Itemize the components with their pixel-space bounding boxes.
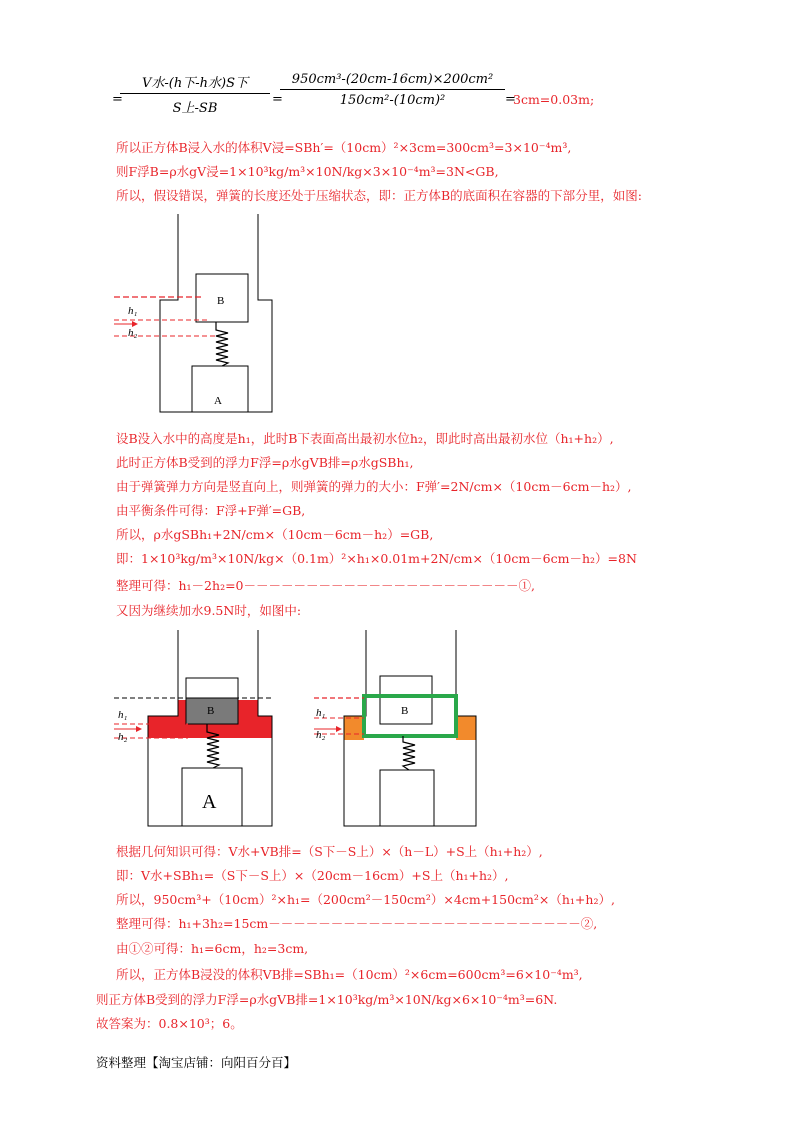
text-line: 设B没入水中的高度是h₁，此时B下表面高出最初水位h₂，即此时高出最初水位（h₁+h₂）, xyxy=(116,431,614,446)
label-b: B xyxy=(401,705,409,717)
label-h1: h₁ xyxy=(118,709,128,721)
text-line: 则正方体B受到的浮力F浮=ρ水gVB排=1×10³kg/m³×10N/kg×6×10⁻⁴m³=6N. xyxy=(96,992,558,1007)
figure-container-compressed-spring xyxy=(110,214,290,420)
label-h2: h₂ xyxy=(128,327,138,339)
formula-fraction-1 xyxy=(120,72,270,116)
text-line: 整理可得：h₁－2h₂=0－－－－－－－－－－－－－－－－－－－－－－①, xyxy=(116,578,535,593)
label-h1: h₁ xyxy=(128,305,138,317)
text-line: 由①②可得：h₁=6cm，h₂=3cm, xyxy=(116,941,309,956)
formula-line xyxy=(112,72,712,128)
formula-equals: = xyxy=(112,92,123,107)
label-b: B xyxy=(217,295,225,307)
text-line: 整理可得：h₁+3h₂=15cm－－－－－－－－－－－－－－－－－－－－－－－－－②, xyxy=(116,916,598,931)
label-h1: h₁ xyxy=(316,707,326,719)
formula-fraction-2-numerator: 950cm³-(20cm-16cm)×200cm² xyxy=(280,72,505,90)
formula-equals: = xyxy=(505,92,516,107)
label-a: A xyxy=(214,395,222,407)
text-line: 又因为继续加水9.5N时，如图中: xyxy=(116,603,302,618)
formula-fraction-1-denominator: S上-SB xyxy=(172,101,218,116)
text-line: 由于弹簧弹力方向是竖直向上，则弹簧的弹力的大小：F弹′=2N/cm×（10cm－6cm－h₂）, xyxy=(116,479,632,494)
formula-fraction-2 xyxy=(280,72,505,108)
text-line: 所以，正方体B浸没的体积VB排=SBh₁=（10cm）²×6cm=600cm³=6×10⁻⁴m³, xyxy=(116,967,583,982)
label-h2: h₂ xyxy=(316,729,326,741)
figure-container-orange-water xyxy=(310,630,490,830)
formula-equals: = xyxy=(272,92,283,107)
text-line: 所以正方体B浸入水的体积V浸=SBh′=（10cm）²×3cm=300cm³=3×10⁻⁴m³, xyxy=(116,140,572,155)
formula-fraction-1-numerator: V水-(h下-h水)S下 xyxy=(120,72,270,94)
formula-result: 3cm=0.03m; xyxy=(513,92,595,107)
formula-fraction-2-denominator: 150cm²-(10cm)² xyxy=(339,93,446,108)
text-line: 即：1×10³kg/m³×10N/kg×（0.1m）²×h₁×0.01m+2N/cm×（10cm－6cm－h₂）=8N xyxy=(116,551,637,566)
text-line: 所以，ρ水gSBh₁+2N/cm×（10cm－6cm－h₂）=GB, xyxy=(116,527,434,542)
footer-source: 资料整理【淘宝店铺：向阳百分百】 xyxy=(96,1055,297,1070)
text-line: 根据几何知识可得：V水+VB排=（S下－S上）×（h－L）+S上（h₁+h₂）, xyxy=(116,844,543,859)
text-line: 此时正方体B受到的浮力F浮=ρ水gVB排=ρ水gSBh₁, xyxy=(116,455,414,470)
label-a: A xyxy=(202,791,217,813)
figure-container-red-water xyxy=(110,630,310,830)
text-line: 则F浮B=ρ水gV浸=1×10³kg/m³×10N/kg×3×10⁻⁴m³=3N<GB, xyxy=(116,164,499,179)
text-line: 所以，假设错误，弹簧的长度还处于压缩状态，即：正方体B的底面积在容器的下部分里，如图: xyxy=(116,188,642,203)
text-line: 由平衡条件可得：F浮+F弹′=GB, xyxy=(116,503,306,518)
text-line: 即：V水+SBh₁=（S下－S上）×（20cm－16cm）+S上（h₁+h₂）, xyxy=(116,868,509,883)
answer-line: 故答案为：0.8×10³；6。 xyxy=(96,1016,243,1031)
text-line: 所以，950cm³+（10cm）²×h₁=（200cm²－150cm²）×4cm+150cm²×（h₁+h₂）, xyxy=(116,892,615,907)
label-b: B xyxy=(207,705,215,717)
label-h2: h₂ xyxy=(118,731,128,743)
